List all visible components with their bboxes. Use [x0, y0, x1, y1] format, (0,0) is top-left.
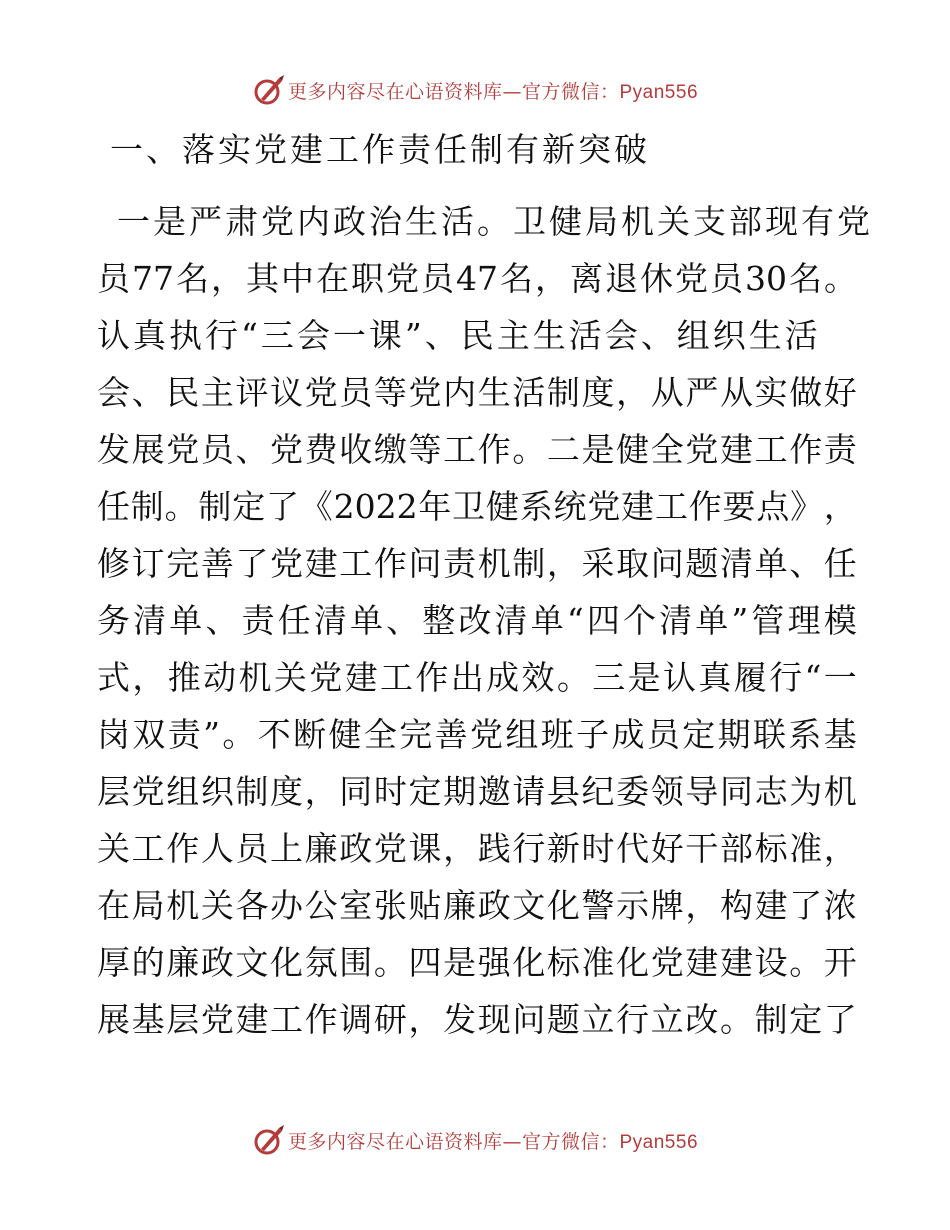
text-line: 厚 的 廉 政 文 化 氛 围 。 四 是 强 化 标 准 化 党 建 建 设 。 开 [97, 943, 857, 982]
text-line: 修 订 完 善 了 党 建 工 作 问 责 机 制 ， 采 取 问 题 清 单 、 任 [97, 544, 857, 583]
text-line: 任 制 。 制 定 了 《 2022 年 卫 健 系 统 党 建 工 作 要 点 》 ， [97, 487, 857, 526]
text-line: 会 、 民 主 评 议 党 员 等 党 内 生 活 制 度 ， 从 严 从 实 做 好 [97, 373, 857, 412]
text-line: 一是严肃党内政治生活。卫健局机关支部现有党 [117, 202, 873, 241]
text-line: 认真执行“三会一课”、民主生活会、组织生活 [97, 316, 821, 355]
section-heading: 一、落实党建工作责任制有新突破 [110, 130, 650, 169]
text-line: 员 77 名 ， 其 中 在 职 党 员 47 名 ， 离 退 休 党 员 30 名 。 [97, 259, 857, 298]
text-line: 展 基 层 党 建 工 作 调 研 ， 发 现 问 题 立 行 立 改 。 制 定 了 [97, 1000, 857, 1039]
watermark-header [0, 70, 950, 110]
text-line: 发 展 党 员 、 党 费 收 缴 等 工 作 。 二 是 健 全 党 建 工 作 责 [97, 430, 857, 469]
text-line: 式 ， 推 动 机 关 党 建 工 作 出 成 效 。 三 是 认 真 履 行 “ 一 [97, 658, 857, 697]
text-line: 务 清 单 、 责 任 清 单 、 整 改 清 单 “ 四 个 清 单 ” 管 理 模 [97, 601, 857, 640]
quill-logo-icon [252, 1123, 286, 1157]
text-line: 在 局 机 关 各 办 公 室 张 贴 廉 政 文 化 警 示 牌 ， 构 建 了 浓 [97, 886, 857, 925]
watermark-id: Pyan556 [619, 81, 699, 103]
text-line: 层 党 组 织 制 度 ， 同 时 定 期 邀 请 县 纪 委 领 导 同 志 为 机 [97, 772, 857, 811]
text-line: 岗 双 责 ” 。 不 断 健 全 完 善 党 组 班 子 成 员 定 期 联 系 基 [97, 715, 857, 754]
body-paragraph [97, 193, 873, 1048]
watermark-footer [0, 1120, 950, 1160]
watermark-text: 更多内容尽在心语资料库—官方微信： [287, 80, 620, 103]
watermark-id: Pyan556 [619, 1131, 699, 1153]
watermark-text: 更多内容尽在心语资料库—官方微信： [287, 1130, 620, 1153]
text-line: 关 工 作 人 员 上 廉 政 党 课 ， 践 行 新 时 代 好 干 部 标 准 ， [97, 829, 857, 868]
quill-logo-icon [252, 73, 286, 107]
